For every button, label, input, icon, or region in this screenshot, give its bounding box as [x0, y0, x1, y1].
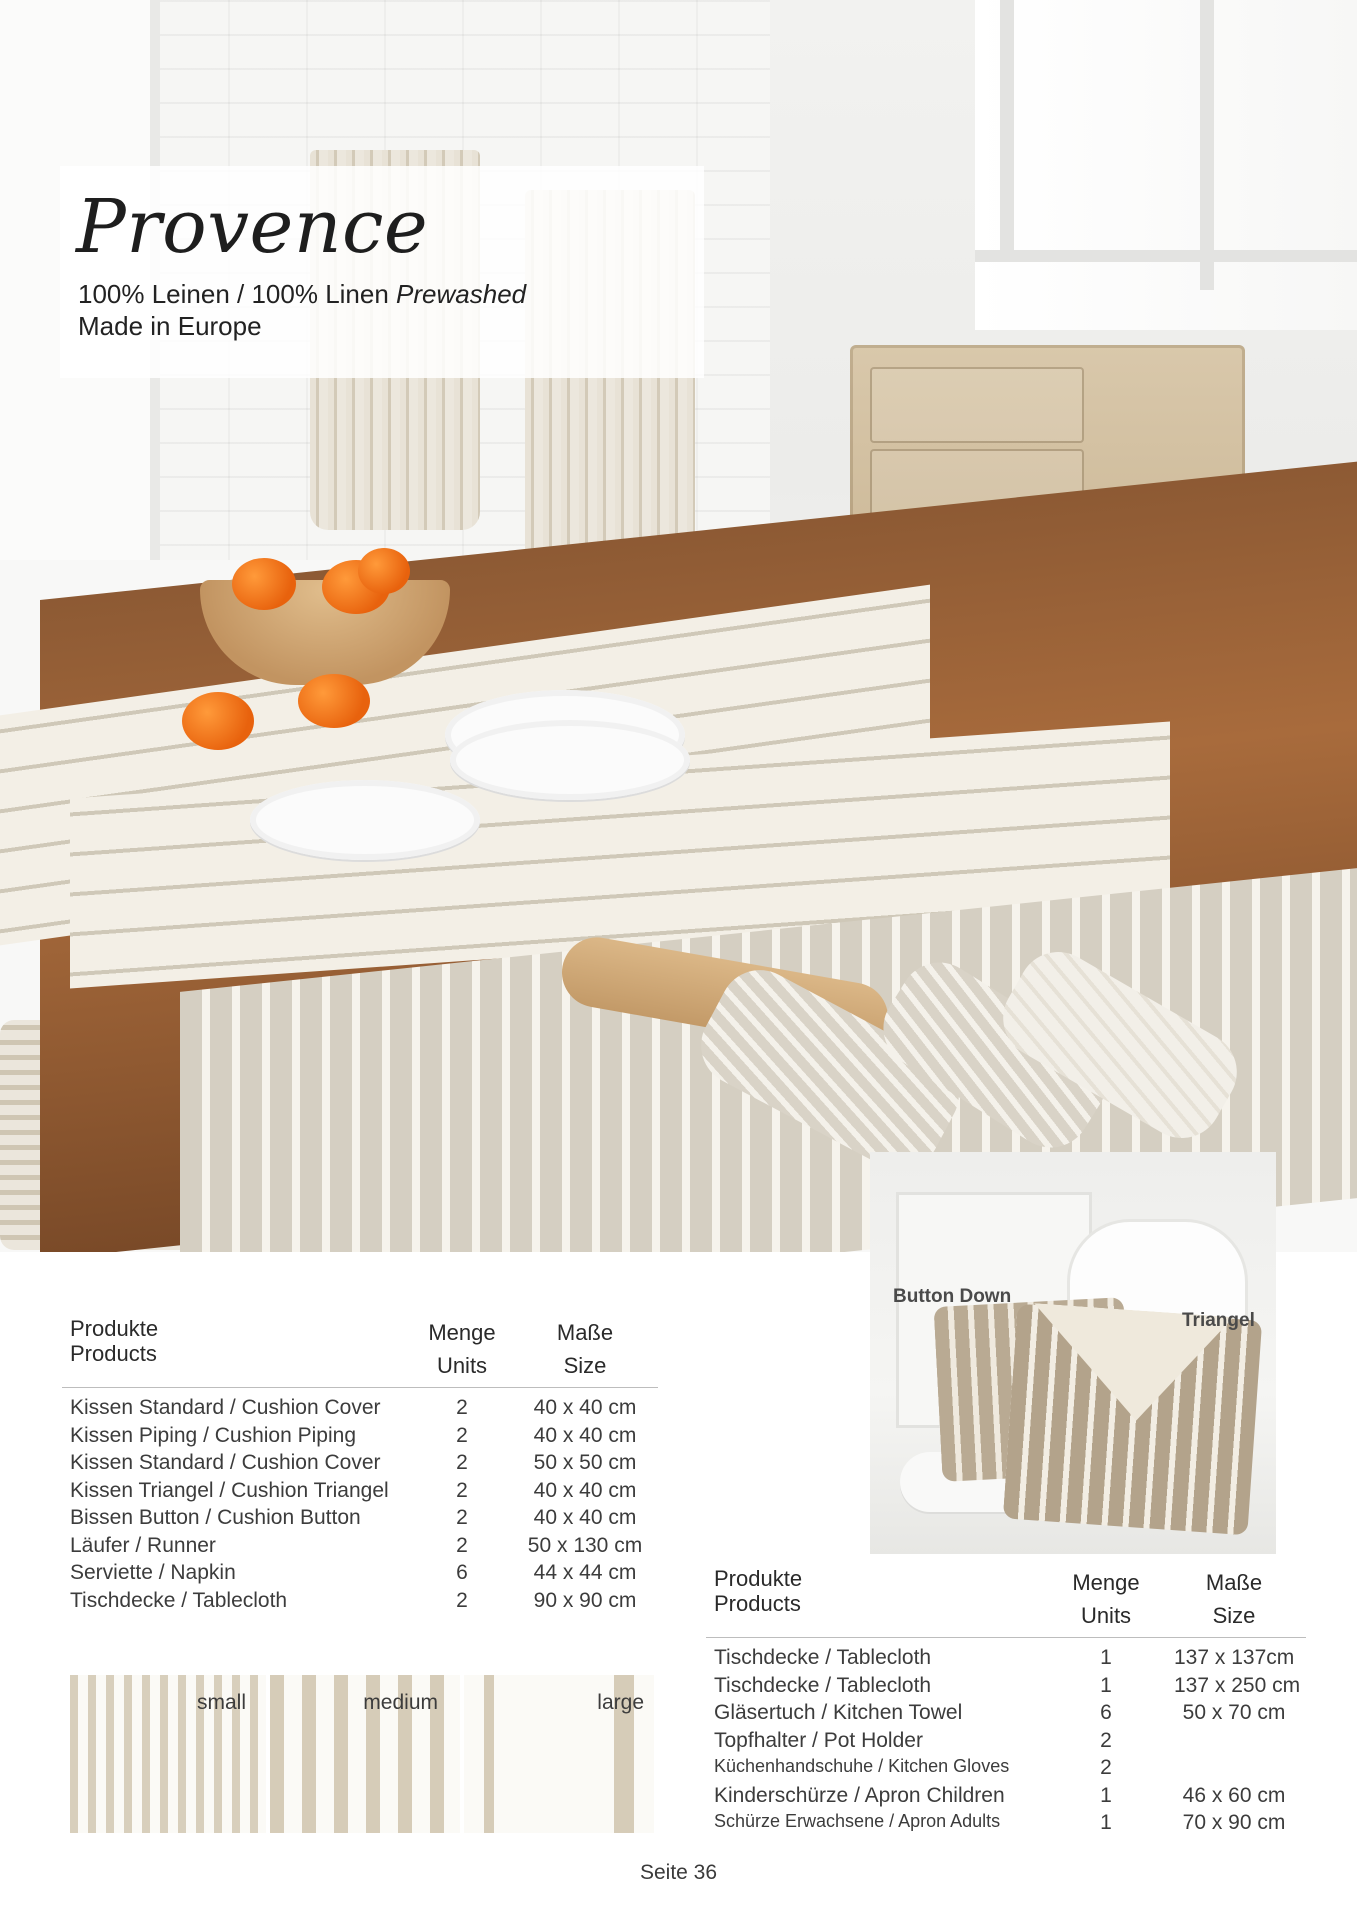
product-table-right — [706, 1566, 1306, 1866]
cell-product: Serviette / Napkin — [70, 1561, 236, 1584]
window-frame — [1200, 0, 1214, 290]
cell-product: Kissen Triangel / Cushion Triangel — [70, 1478, 389, 1502]
table-row — [706, 1646, 1306, 1673]
header-size: Size — [1212, 1603, 1256, 1628]
page-number: Seite 36 — [639, 1861, 718, 1884]
table-row — [706, 1811, 1306, 1838]
cell-size: 137 x 250 cm — [1174, 1673, 1301, 1697]
cell-units: 2 — [456, 1396, 468, 1419]
product-table-left — [62, 1316, 658, 1616]
cell-size: 90 x 90 cm — [533, 1588, 637, 1612]
cell-product: Topfhalter / Pot Holder — [714, 1728, 923, 1752]
header-products: Products — [70, 1341, 157, 1366]
cell-units: 1 — [1100, 1811, 1112, 1834]
material-line — [78, 278, 526, 310]
cell-units: 2 — [1100, 1728, 1112, 1752]
cell-size: 50 x 130 cm — [527, 1533, 643, 1557]
col-header-units — [407, 1316, 517, 1382]
cell-size: 40 x 40 cm — [533, 1506, 637, 1529]
table-row — [62, 1479, 658, 1506]
table-row — [706, 1674, 1306, 1701]
window-right — [975, 0, 1357, 330]
cell-units: 2 — [456, 1506, 468, 1529]
table-row — [62, 1424, 658, 1451]
orange — [358, 548, 410, 594]
cell-product: Tischdecke / Tablecloth — [714, 1646, 932, 1669]
header-units: Units — [436, 1353, 488, 1378]
table-row — [62, 1589, 658, 1616]
header-produkte: Produkte — [714, 1566, 803, 1591]
cell-product: Tischdecke / Tablecloth — [714, 1673, 932, 1697]
cell-size: 40 x 40 cm — [533, 1478, 637, 1502]
cell-size: 70 x 90 cm — [1182, 1811, 1286, 1834]
cell-units: 2 — [456, 1533, 468, 1557]
cell-units: 1 — [1100, 1673, 1112, 1697]
cell-units: 6 — [456, 1561, 468, 1584]
cell-product: Küchenhandschuhe / Kitchen Gloves — [714, 1756, 1010, 1776]
col-header-size — [1174, 1566, 1294, 1632]
cell-size: 40 x 40 cm — [533, 1423, 637, 1447]
swatch-label-medium: medium — [363, 1691, 438, 1714]
header-produkte: Produkte — [70, 1316, 159, 1341]
prewashed-text: Prewashed — [396, 279, 527, 309]
header-size: Size — [563, 1353, 607, 1378]
table-row — [706, 1729, 1306, 1756]
cell-units: 2 — [456, 1423, 468, 1447]
collection-title: Provence — [76, 184, 429, 270]
cell-size: 50 x 70 cm — [1182, 1701, 1286, 1724]
header-masse: Maße — [556, 1320, 614, 1345]
cell-product: Tischdecke / Tablecloth — [70, 1588, 288, 1612]
table-row — [62, 1396, 658, 1423]
cell-units: 2 — [456, 1588, 468, 1612]
swatch-small-stripe — [70, 1675, 266, 1833]
cell-size: 44 x 44 cm — [533, 1561, 637, 1584]
drawer — [870, 367, 1084, 443]
material-text: 100% Leinen / 100% Linen — [78, 279, 397, 309]
plate — [250, 780, 480, 860]
table-row — [706, 1756, 1306, 1783]
cell-product: Läufer / Runner — [70, 1533, 216, 1557]
cell-product: Kinderschürze / Apron Children — [714, 1783, 1005, 1807]
header-menge: Menge — [1072, 1570, 1140, 1595]
orange — [232, 558, 296, 610]
cell-units: 2 — [1100, 1756, 1112, 1779]
table-row — [62, 1506, 658, 1533]
cell-units: 2 — [456, 1478, 468, 1502]
header-products: Products — [714, 1591, 801, 1616]
table-row — [62, 1451, 658, 1478]
label-button-down: Button Down — [893, 1286, 1012, 1307]
cell-product: Kissen Standard / Cushion Cover — [70, 1396, 381, 1419]
table-divider — [62, 1387, 658, 1388]
cell-size: 137 x 137cm — [1174, 1646, 1295, 1669]
swatch-label-large: large — [597, 1691, 644, 1714]
table-row — [62, 1534, 658, 1561]
cell-product: Gläsertuch / Kitchen Towel — [714, 1701, 963, 1724]
swatch-large-stripe — [464, 1675, 654, 1833]
cell-product: Kissen Piping / Cushion Piping — [70, 1423, 357, 1447]
header-units: Units — [1080, 1603, 1132, 1628]
origin-line: Made in Europe — [78, 311, 262, 341]
collection-subtitle — [78, 278, 526, 342]
col-header-products — [70, 1316, 158, 1366]
cell-units: 6 — [1100, 1701, 1112, 1724]
cell-product: Bissen Button / Cushion Button — [70, 1506, 361, 1529]
label-triangel: Triangel — [1182, 1310, 1255, 1331]
col-header-size — [525, 1316, 645, 1382]
swatch-medium-stripe — [270, 1675, 460, 1833]
table-row — [62, 1561, 658, 1588]
col-header-units — [1046, 1566, 1166, 1632]
swatch-label-small: small — [196, 1691, 246, 1714]
window-frame — [975, 250, 1357, 262]
cell-size: 46 x 60 cm — [1182, 1783, 1286, 1807]
cell-size: 50 x 50 cm — [533, 1451, 637, 1474]
orange — [298, 674, 370, 728]
cell-size: 40 x 40 cm — [533, 1396, 637, 1419]
inset-photo-cushions — [870, 1152, 1276, 1554]
cell-units: 1 — [1100, 1646, 1112, 1669]
table-divider — [706, 1637, 1306, 1638]
window-frame — [1000, 0, 1014, 260]
table-row — [706, 1784, 1306, 1811]
cell-units: 2 — [456, 1451, 468, 1474]
cell-product: Kissen Standard / Cushion Cover — [70, 1451, 381, 1474]
header-masse: Maße — [1205, 1570, 1263, 1595]
orange — [182, 692, 254, 750]
plate-stack — [450, 720, 690, 800]
cell-units: 1 — [1100, 1783, 1112, 1807]
header-menge: Menge — [428, 1320, 496, 1345]
table-row — [706, 1701, 1306, 1728]
cell-product: Schürze Erwachsene / Apron Adults — [714, 1811, 1001, 1831]
col-header-products — [714, 1566, 802, 1616]
